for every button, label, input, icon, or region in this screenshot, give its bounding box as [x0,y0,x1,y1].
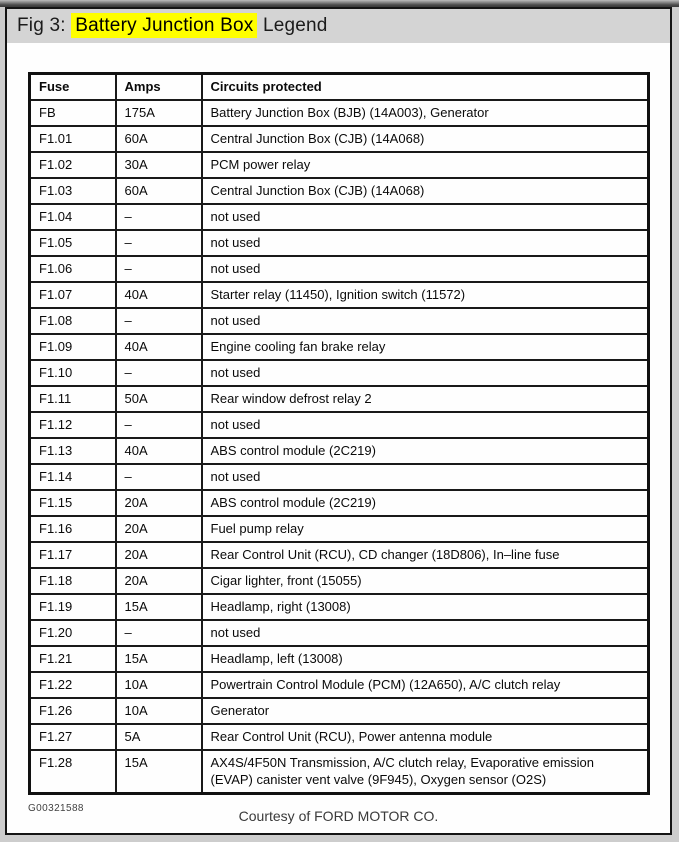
fuse-cell: F1.19 [30,594,116,620]
amps-cell: 15A [116,646,202,672]
amps-cell: 50A [116,386,202,412]
amps-cell: 20A [116,568,202,594]
circuits-cell: not used [202,256,649,282]
fuse-cell: F1.18 [30,568,116,594]
circuits-cell: not used [202,464,649,490]
table-header-row [30,74,649,101]
fuse-cell: F1.04 [30,204,116,230]
fuse-cell: F1.14 [30,464,116,490]
circuits-cell: Fuel pump relay [202,516,649,542]
table-row [30,672,649,698]
fuse-cell: F1.02 [30,152,116,178]
table-row [30,542,649,568]
fuse-cell: F1.28 [30,750,116,794]
table-row [30,152,649,178]
amps-cell: 20A [116,542,202,568]
table-row [30,724,649,750]
circuits-cell: Cigar lighter, front (15055) [202,568,649,594]
amps-cell: – [116,464,202,490]
amps-cell: 20A [116,516,202,542]
circuits-cell: Starter relay (11450), Ignition switch (11572) [202,282,649,308]
table-row [30,360,649,386]
table-row [30,568,649,594]
amps-cell: 10A [116,698,202,724]
circuits-cell: ABS control module (2C219) [202,438,649,464]
courtesy-line: Courtesy of FORD MOTOR CO. [238,808,439,824]
table-row [30,126,649,152]
table-row [30,412,649,438]
scanned-table-area [7,72,670,814]
table-row [30,490,649,516]
amps-cell: – [116,230,202,256]
amps-cell: 40A [116,282,202,308]
fuse-cell: F1.07 [30,282,116,308]
circuits-cell: Rear window defrost relay 2 [202,386,649,412]
table-row [30,256,649,282]
fuse-cell: F1.09 [30,334,116,360]
table-row [30,438,649,464]
amps-cell: – [116,360,202,386]
table-row [30,230,649,256]
figure-id-label: G00321588 [28,803,84,814]
fuse-table-body [30,100,649,794]
table-row [30,750,649,794]
table-row [30,516,649,542]
amps-cell: 40A [116,334,202,360]
fuse-cell: FB [30,100,116,126]
table-row [30,594,649,620]
circuits-cell: Generator [202,698,649,724]
fuse-cell: F1.20 [30,620,116,646]
title-prefix: Fig 3: [17,15,72,36]
circuits-cell: Central Junction Box (CJB) (14A068) [202,178,649,204]
table-row [30,282,649,308]
title-suffix: Legend [257,15,328,36]
fuse-cell: F1.22 [30,672,116,698]
fuse-cell: F1.16 [30,516,116,542]
fuse-cell: F1.08 [30,308,116,334]
fuse-legend-table [28,72,650,795]
circuits-cell: not used [202,620,649,646]
fuse-cell: F1.10 [30,360,116,386]
circuits-cell: not used [202,360,649,386]
window-top-strip [0,0,679,7]
circuits-cell: not used [202,412,649,438]
table-row [30,386,649,412]
fuse-cell: F1.21 [30,646,116,672]
circuits-cell: not used [202,204,649,230]
figure-title-bar [7,9,670,43]
column-header-circuits: Circuits protected [202,74,649,101]
amps-cell: 40A [116,438,202,464]
document-page [5,7,672,835]
circuits-cell: Central Junction Box (CJB) (14A068) [202,126,649,152]
circuits-cell: Headlamp, left (13008) [202,646,649,672]
amps-cell: 60A [116,126,202,152]
table-row [30,334,649,360]
circuits-cell: not used [202,308,649,334]
circuits-cell: Rear Control Unit (RCU), Power antenna module [202,724,649,750]
circuits-cell: not used [202,230,649,256]
fuse-cell: F1.03 [30,178,116,204]
circuits-cell: PCM power relay [202,152,649,178]
fuse-cell: F1.06 [30,256,116,282]
fuse-cell: F1.05 [30,230,116,256]
column-header-fuse: Fuse [30,74,116,101]
amps-cell: 60A [116,178,202,204]
figure-title-text [17,15,328,37]
table-row [30,204,649,230]
title-highlight: Battery Junction Box [71,13,257,38]
table-row [30,646,649,672]
table-row [30,464,649,490]
circuits-cell: ABS control module (2C219) [202,490,649,516]
table-row [30,698,649,724]
fuse-cell: F1.26 [30,698,116,724]
amps-cell: – [116,308,202,334]
column-header-amps: Amps [116,74,202,101]
table-row [30,308,649,334]
circuits-cell: Engine cooling fan brake relay [202,334,649,360]
fuse-cell: F1.11 [30,386,116,412]
fuse-cell: F1.13 [30,438,116,464]
fuse-cell: F1.01 [30,126,116,152]
amps-cell: 10A [116,672,202,698]
amps-cell: 15A [116,594,202,620]
table-row [30,178,649,204]
amps-cell: – [116,204,202,230]
circuits-cell: AX4S/4F50N Transmission, A/C clutch relay, Evaporative emission (EVAP) canister vent valve (9F945), Oxygen sensor (O2S) [202,750,649,794]
amps-cell: 175A [116,100,202,126]
fuse-cell: F1.17 [30,542,116,568]
circuits-cell: Battery Junction Box (BJB) (14A003), Generator [202,100,649,126]
fuse-cell: F1.27 [30,724,116,750]
amps-cell: 20A [116,490,202,516]
amps-cell: 30A [116,152,202,178]
fuse-cell: F1.12 [30,412,116,438]
amps-cell: – [116,256,202,282]
amps-cell: 5A [116,724,202,750]
circuits-cell: Powertrain Control Module (PCM) (12A650), A/C clutch relay [202,672,649,698]
table-row [30,100,649,126]
amps-cell: 15A [116,750,202,794]
circuits-cell: Headlamp, right (13008) [202,594,649,620]
circuits-cell: Rear Control Unit (RCU), CD changer (18D806), In–line fuse [202,542,649,568]
amps-cell: – [116,412,202,438]
amps-cell: – [116,620,202,646]
table-row [30,620,649,646]
fuse-cell: F1.15 [30,490,116,516]
